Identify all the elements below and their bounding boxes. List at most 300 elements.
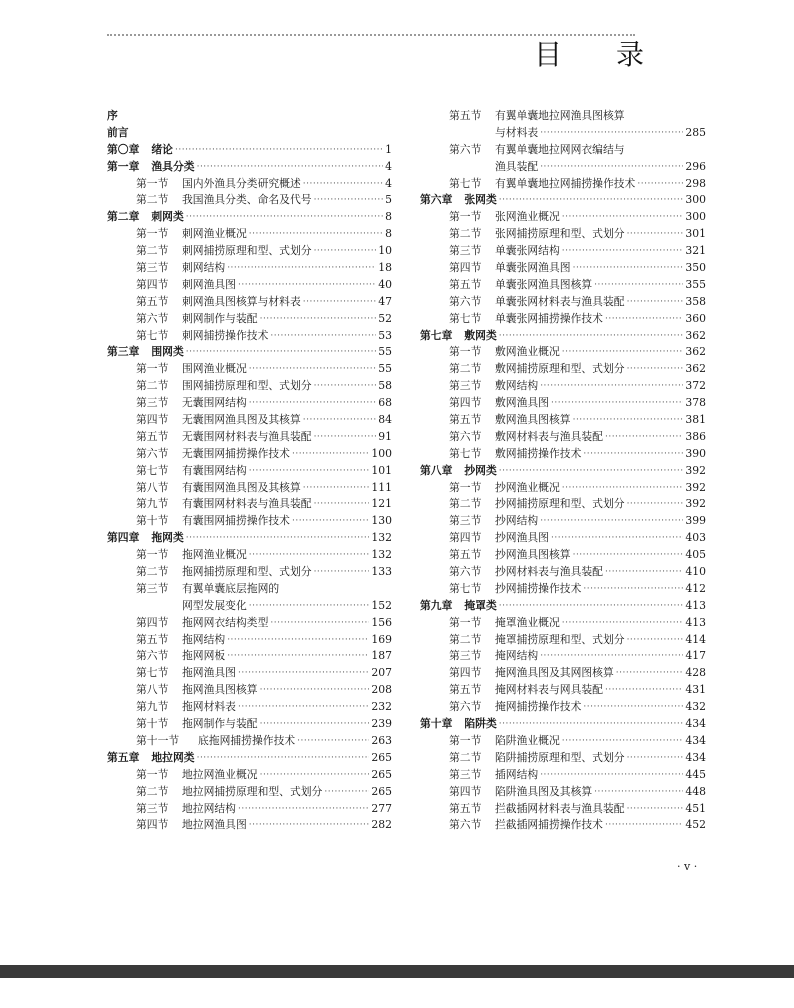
toc-entry-page: 130	[371, 514, 392, 528]
toc-leader-dots	[249, 463, 370, 480]
toc-entry-number: 第三节	[449, 649, 482, 663]
toc-entry-title: 拖网捕捞原理和型、式划分	[182, 565, 312, 579]
toc-entry-title: 敷网结构	[495, 379, 539, 393]
toc-entry-title: 张网捕捞原理和型、式划分	[495, 227, 625, 241]
toc-entry-number: 第五节	[136, 294, 169, 308]
toc-entry-number: 第三节	[449, 767, 482, 781]
toc-section-entry[interactable]	[420, 632, 706, 649]
toc-entry-continuation[interactable]	[420, 159, 706, 176]
toc-leader-dots	[197, 750, 370, 767]
toc-leader-dots	[605, 429, 683, 446]
toc-section-entry[interactable]	[107, 496, 392, 513]
toc-leader-dots	[314, 496, 370, 513]
toc-leader-dots	[260, 311, 377, 328]
toc-section-entry[interactable]	[107, 733, 392, 750]
toc-section-entry[interactable]	[107, 243, 392, 260]
toc-entry-title: 敷网材料表与渔具装配	[495, 429, 603, 443]
toc-section-entry[interactable]	[420, 294, 706, 311]
toc-entry-title: 刺网渔具图	[182, 277, 236, 291]
toc-entry-number: 第五节	[449, 413, 482, 427]
toc-entry-title: 有囊围网结构	[182, 463, 247, 477]
toc-entry-continuation[interactable]	[420, 125, 706, 142]
toc-leader-dots	[303, 176, 383, 193]
toc-section-entry[interactable]	[420, 784, 706, 801]
toc-leader-dots	[540, 159, 683, 176]
toc-section-entry[interactable]	[420, 108, 706, 125]
toc-entry-title: 无囊围网结构	[182, 396, 247, 410]
toc-entry-page: 428	[685, 666, 706, 680]
toc-entry-title: 敷网捕捞操作技术	[495, 446, 582, 460]
toc-chapter-entry[interactable]	[107, 750, 392, 767]
toc-leader-dots	[270, 615, 369, 632]
toc-entry-number: 第四节	[136, 818, 169, 832]
toc-leader-dots	[627, 361, 684, 378]
toc-entry-page: 111	[371, 480, 392, 494]
toc-entry-number: 第六节	[136, 649, 169, 663]
toc-entry-page: 372	[685, 379, 706, 393]
toc-entry-page: 263	[371, 733, 392, 747]
toc-section-entry[interactable]	[107, 395, 392, 412]
toc-entry-number: 第二章	[107, 210, 140, 224]
toc-entry-page: 451	[685, 801, 706, 815]
toc-entry-number: 第七节	[136, 666, 169, 680]
toc-entry-page: 358	[685, 294, 706, 308]
toc-entry-title: 有囊围网捕捞操作技术	[182, 514, 290, 528]
toc-entry-number: 第三节	[136, 261, 169, 274]
toc-leader-dots	[573, 547, 684, 564]
toc-entry-title: 刺网渔具图核算与材料表	[182, 294, 301, 308]
toc-entry-title: 敷网渔具图核算	[495, 413, 571, 427]
toc-entry-page: 298	[685, 176, 706, 190]
toc-entry-number: 第九节	[136, 700, 169, 714]
toc-section-entry[interactable]	[107, 665, 392, 682]
toc-entry-page: 10	[378, 244, 392, 258]
toc-section-entry[interactable]	[107, 463, 392, 480]
toc-entry-number: 第十章	[420, 717, 453, 731]
toc-leader-dots	[540, 767, 683, 784]
toc-section-entry[interactable]	[107, 260, 392, 277]
toc-entry-number: 第四节	[449, 396, 482, 410]
toc-entry-title: 敷网捕捞原理和型、式划分	[495, 362, 625, 376]
toc-entry-page: 414	[685, 632, 706, 646]
toc-section-entry[interactable]	[420, 378, 706, 395]
toc-leader-dots	[260, 767, 370, 784]
bottom-bar	[0, 965, 794, 978]
toc-leader-dots	[540, 513, 683, 530]
toc-chapter-entry[interactable]	[107, 344, 392, 361]
toc-entry-number: 第十节	[136, 717, 169, 731]
toc-entry-title: 单囊张网结构	[495, 244, 560, 258]
toc-section-entry[interactable]	[107, 294, 392, 311]
toc-entry-page: 413	[685, 598, 706, 612]
toc-section-entry[interactable]	[420, 277, 706, 294]
toc-entry-page: 91	[378, 429, 392, 443]
toc-section-entry[interactable]	[107, 412, 392, 429]
toc-entry-title: 序	[107, 108, 118, 122]
toc-leader-dots	[303, 480, 370, 497]
toc-section-entry[interactable]	[420, 361, 706, 378]
toc-entry-title: 拦截插网捕捞操作技术	[495, 818, 603, 832]
toc-section-entry[interactable]	[420, 446, 706, 463]
toc-entry-title: 围网类	[151, 345, 184, 359]
toc-section-entry[interactable]	[420, 581, 706, 598]
toc-entry-title: 拖网渔具图	[182, 666, 236, 680]
toc-leader-dots	[562, 733, 684, 750]
toc-entry-title: 有翼单囊地拉网捕捞操作技术	[495, 176, 636, 190]
toc-entry-page: 52	[378, 311, 392, 325]
toc-section-entry[interactable]	[107, 632, 392, 649]
toc-entry-title: 网型发展变化	[182, 598, 247, 612]
toc-entry-page: 58	[378, 379, 392, 393]
toc-chapter-entry[interactable]	[420, 328, 706, 345]
toc-entry-page: 362	[685, 345, 706, 359]
toc-entry-title: 与材料表	[495, 125, 539, 139]
toc-section-entry[interactable]	[420, 513, 706, 530]
toc-entry-title: 拖网材料表	[182, 700, 236, 714]
toc-section-entry[interactable]	[420, 750, 706, 767]
toc-section-entry[interactable]	[420, 395, 706, 412]
toc-entry-page: 301	[685, 227, 706, 241]
toc-entry-title: 有囊围网渔具图及其核算	[182, 480, 301, 494]
toc-entry-page: 8	[385, 210, 392, 224]
toc-leader-dots	[627, 632, 684, 649]
toc-entry-page: 4	[385, 159, 392, 173]
toc-entry-page: 285	[685, 125, 706, 139]
toc-leader-dots	[314, 378, 377, 395]
toc-entry-number: 第二节	[136, 565, 169, 579]
toc-section-entry[interactable]	[107, 564, 392, 581]
toc-section-entry[interactable]	[420, 344, 706, 361]
toc-entry-page: 1	[385, 142, 392, 156]
toc-section-entry[interactable]	[107, 716, 392, 733]
toc-entry-number: 第三节	[136, 581, 169, 595]
toc-entry-page: 265	[371, 767, 392, 781]
toc-section-entry[interactable]	[420, 429, 706, 446]
toc-section-entry[interactable]	[107, 226, 392, 243]
toc-entry-title: 地拉网结构	[182, 801, 236, 815]
toc-entry-number: 第三节	[136, 396, 169, 410]
toc-entry-number: 第五节	[136, 429, 169, 443]
toc-section-entry[interactable]	[107, 581, 392, 598]
toc-entry-title: 围网捕捞原理和型、式划分	[182, 379, 312, 393]
toc-section-entry[interactable]	[420, 176, 706, 193]
toc-section-entry[interactable]	[420, 801, 706, 818]
toc-section-entry[interactable]	[420, 480, 706, 497]
toc-leader-dots	[186, 344, 376, 361]
toc-leader-dots	[540, 125, 683, 142]
toc-entry-number: 第四节	[449, 784, 482, 798]
toc-chapter-entry[interactable]	[107, 209, 392, 226]
toc-entry-title: 刺网结构	[182, 261, 226, 274]
toc-entry-number: 第八节	[136, 480, 169, 494]
toc-entry-number: 第一节	[136, 767, 169, 781]
toc-chapter-entry[interactable]	[420, 716, 706, 733]
toc-entry-title: 地拉网捕捞原理和型、式划分	[182, 784, 323, 798]
toc-leader-dots	[540, 378, 683, 395]
toc-section-entry[interactable]	[420, 311, 706, 328]
toc-entry-title: 渔具分类	[151, 159, 195, 173]
toc-entry-page: 68	[378, 396, 392, 410]
toc-leader-dots	[499, 598, 684, 615]
toc-leader-dots	[562, 480, 684, 497]
toc-entry-number: 第七节	[449, 311, 482, 325]
toc-entry-continuation[interactable]	[107, 598, 392, 615]
toc-entry-title: 刺网制作与装配	[182, 311, 258, 325]
toc-entry-title: 我国渔具分类、命名及代号	[182, 193, 312, 207]
toc-leader-dots	[227, 260, 376, 277]
toc-entry-number: 第四章	[107, 531, 140, 545]
top-dotted-rule	[107, 34, 635, 36]
toc-section-entry[interactable]	[107, 547, 392, 564]
toc-entry-number: 第六节	[136, 446, 169, 460]
toc-section-entry[interactable]	[107, 649, 392, 666]
toc-entry-number: 第二节	[449, 362, 482, 376]
toc-entry-page: 265	[371, 750, 392, 764]
toc-leader-dots	[583, 446, 683, 463]
toc-section-entry[interactable]	[107, 699, 392, 716]
toc-entry-number: 第一节	[136, 548, 169, 562]
toc-chapter-entry[interactable]	[420, 598, 706, 615]
toc-section-entry[interactable]	[420, 733, 706, 750]
toc-chapter-entry[interactable]	[107, 142, 392, 159]
toc-entry-title: 陷阱捕捞原理和型、式划分	[495, 750, 625, 764]
toc-section-entry[interactable]	[420, 226, 706, 243]
toc-leader-dots	[249, 395, 376, 412]
toc-entry-number: 第四节	[136, 413, 169, 427]
toc-entry-title: 掩罩类	[464, 598, 497, 612]
toc-section-entry[interactable]	[107, 192, 392, 209]
toc-entry-page: 431	[685, 683, 706, 697]
toc-entry-number: 第三节	[136, 801, 169, 815]
toc-entry-number: 第五节	[449, 801, 482, 815]
toc-entry-page: 47	[378, 294, 392, 308]
toc-leader-dots	[186, 209, 383, 226]
toc-entry-number: 第四节	[449, 531, 482, 545]
toc-leader-dots	[238, 665, 369, 682]
toc-entry-title: 单囊张网捕捞操作技术	[495, 311, 603, 325]
toc-entry-number: 第一节	[449, 615, 482, 629]
toc-section-entry[interactable]	[420, 547, 706, 564]
toc-entry-page: 152	[371, 598, 392, 612]
toc-entry-title: 前言	[107, 125, 129, 139]
toc-entry-title: 国内外渔具分类研究概述	[182, 176, 301, 190]
toc-section-entry[interactable]	[420, 615, 706, 632]
toc-section-entry[interactable]	[107, 615, 392, 632]
toc-entry-title: 掩罩渔业概况	[495, 615, 560, 629]
toc-section-entry[interactable]	[420, 817, 706, 834]
toc-entry-page: 350	[685, 261, 706, 274]
toc-entry-title: 地拉网类	[151, 750, 195, 764]
toc-section-entry[interactable]	[107, 176, 392, 193]
toc-entry-page: 100	[371, 446, 392, 460]
toc-entry-page: 239	[371, 717, 392, 731]
toc-leader-dots	[583, 699, 683, 716]
toc-section-entry[interactable]	[107, 429, 392, 446]
toc-section-entry[interactable]	[420, 260, 706, 277]
toc-entry-number: 第六节	[449, 429, 482, 443]
toc-leader-dots	[227, 632, 369, 649]
toc-section-entry[interactable]	[107, 682, 392, 699]
toc-entry-number: 第五节	[449, 277, 482, 291]
toc-entry-page: 448	[685, 784, 706, 798]
toc-leader-dots	[314, 564, 370, 581]
toc-entry-page: 232	[371, 700, 392, 714]
toc-entry-title: 渔具装配	[495, 159, 539, 173]
toc-entry-title: 抄网渔具图	[495, 531, 549, 545]
toc-leader-dots	[627, 294, 684, 311]
page-title-char-2: 录	[615, 38, 644, 71]
toc-section-entry[interactable]	[420, 209, 706, 226]
toc-entry-number: 第六节	[449, 142, 482, 156]
toc-entry-number: 第六节	[449, 700, 482, 714]
toc-entry-title: 插网结构	[495, 767, 539, 781]
toc-chapter-entry[interactable]	[107, 159, 392, 176]
toc-chapter-entry[interactable]	[107, 530, 392, 547]
toc-chapter-entry[interactable]	[420, 192, 706, 209]
toc-section-entry[interactable]	[107, 480, 392, 497]
toc-entry-page: 434	[685, 750, 706, 764]
toc-entry-title: 底拖网捕捞操作技术	[198, 733, 296, 747]
toc-section-entry[interactable]	[107, 311, 392, 328]
toc-leader-dots	[540, 648, 683, 665]
toc-leader-dots	[249, 547, 370, 564]
toc-section-entry[interactable]	[420, 767, 706, 784]
toc-section-entry[interactable]	[420, 530, 706, 547]
toc-section-entry[interactable]	[107, 784, 392, 801]
toc-entry-number: 第七节	[449, 446, 482, 460]
toc-entry-page: 4	[385, 176, 392, 190]
toc-section-entry[interactable]	[107, 328, 392, 345]
toc-section-entry[interactable]	[420, 564, 706, 581]
toc-entry-page: 362	[685, 328, 706, 342]
toc-entry-page: 445	[685, 767, 706, 781]
toc-entry-page: 392	[685, 463, 706, 477]
toc-leader-dots	[562, 344, 684, 361]
toc-leader-dots	[260, 716, 370, 733]
toc-entry-number: 第二节	[136, 379, 169, 393]
toc-entry-page: 84	[378, 413, 392, 427]
toc-entry-title: 陷阱渔具图及其核算	[495, 784, 593, 798]
toc-leader-dots	[303, 294, 376, 311]
toc-leader-dots	[562, 209, 684, 226]
toc-leader-dots	[324, 784, 369, 801]
toc-section-entry[interactable]	[107, 361, 392, 378]
toc-entry-number: 第四节	[136, 615, 169, 629]
toc-entry-title: 张网渔业概况	[495, 210, 560, 224]
toc-entry-number: 第七节	[449, 176, 482, 190]
toc-entry-title: 抄网捕捞原理和型、式划分	[495, 497, 625, 511]
toc-front-entry[interactable]	[107, 108, 392, 125]
toc-entry-title: 拖网渔具图核算	[182, 683, 258, 697]
toc-left-column	[107, 108, 392, 834]
toc-entry-title: 拖网网衣结构类型	[182, 615, 269, 629]
toc-entry-title: 有翼单囊地拉网网衣编结与	[495, 142, 625, 156]
toc-entry-title: 刺网渔业概况	[182, 227, 247, 241]
toc-entry-title: 抄网类	[464, 463, 497, 477]
toc-section-entry[interactable]	[420, 649, 706, 666]
toc-leader-dots	[627, 801, 684, 818]
toc-entry-number: 第一节	[449, 480, 482, 494]
toc-section-entry[interactable]	[420, 243, 706, 260]
toc-entry-title: 掩网材料表与网具装配	[495, 683, 603, 697]
toc-section-entry[interactable]	[107, 817, 392, 834]
toc-entry-title: 有翼单囊地拉网渔具图核算	[495, 108, 625, 122]
toc-entry-page: 392	[685, 497, 706, 511]
toc-entry-page: 208	[371, 683, 392, 697]
toc-leader-dots	[551, 395, 683, 412]
toc-entry-title: 抄网渔具图核算	[495, 548, 571, 562]
toc-section-entry[interactable]	[420, 665, 706, 682]
toc-entry-number: 第一节	[449, 210, 482, 224]
toc-entry-title: 敷网渔业概况	[495, 345, 560, 359]
toc-leader-dots	[573, 260, 684, 277]
toc-section-entry[interactable]	[420, 142, 706, 159]
toc-section-entry[interactable]	[107, 378, 392, 395]
toc-entry-number: 第七节	[449, 581, 482, 595]
toc-entry-title: 掩网结构	[495, 649, 539, 663]
toc-section-entry[interactable]	[107, 446, 392, 463]
toc-leader-dots	[637, 176, 683, 193]
toc-section-entry[interactable]	[107, 801, 392, 818]
toc-entry-title: 掩网捕捞操作技术	[495, 700, 582, 714]
toc-entry-title: 抄网结构	[495, 514, 539, 528]
toc-entry-number: 第五章	[107, 750, 140, 764]
toc-entry-page: 121	[371, 497, 392, 511]
toc-chapter-entry[interactable]	[420, 463, 706, 480]
toc-entry-page: 355	[685, 277, 706, 291]
toc-entry-title: 陷阱渔业概况	[495, 733, 560, 747]
toc-section-entry[interactable]	[420, 496, 706, 513]
toc-entry-number: 第五节	[449, 108, 482, 122]
toc-section-entry[interactable]	[420, 699, 706, 716]
toc-entry-number: 第〇章	[107, 142, 140, 156]
toc-entry-number: 第二节	[136, 193, 169, 207]
toc-section-entry[interactable]	[420, 412, 706, 429]
toc-entry-title: 敷网类	[464, 328, 497, 342]
toc-section-entry[interactable]	[420, 682, 706, 699]
toc-section-entry[interactable]	[107, 513, 392, 530]
toc-entry-title: 单囊张网渔具图	[495, 261, 571, 274]
toc-entry-number: 第十一节	[136, 733, 180, 747]
toc-entry-title: 围网渔业概况	[182, 362, 247, 376]
toc-entry-page: 452	[685, 818, 706, 832]
toc-entry-number: 第七节	[136, 328, 169, 342]
toc-entry-number: 第十节	[136, 514, 169, 528]
toc-entry-page: 378	[685, 396, 706, 410]
toc-entry-page: 300	[685, 193, 706, 207]
toc-leader-dots	[314, 243, 377, 260]
toc-entry-page: 132	[371, 548, 392, 562]
toc-entry-number: 第五节	[449, 548, 482, 562]
toc-entry-number: 第四节	[449, 261, 482, 274]
toc-entry-number: 第五节	[449, 683, 482, 697]
toc-front-entry[interactable]	[107, 125, 392, 142]
toc-leader-dots	[175, 142, 383, 159]
toc-entry-page: 413	[685, 615, 706, 629]
toc-entry-number: 第一节	[449, 733, 482, 747]
toc-entry-number: 第三节	[449, 379, 482, 393]
toc-entry-page: 40	[378, 277, 392, 291]
toc-entry-number: 第五节	[136, 632, 169, 646]
toc-entry-number: 第三节	[449, 514, 482, 528]
toc-section-entry[interactable]	[107, 277, 392, 294]
toc-entry-page: 392	[685, 480, 706, 494]
toc-section-entry[interactable]	[107, 767, 392, 784]
toc-leader-dots	[499, 463, 684, 480]
toc-entry-page: 381	[685, 413, 706, 427]
toc-leader-dots	[249, 598, 370, 615]
toc-leader-dots	[627, 226, 684, 243]
